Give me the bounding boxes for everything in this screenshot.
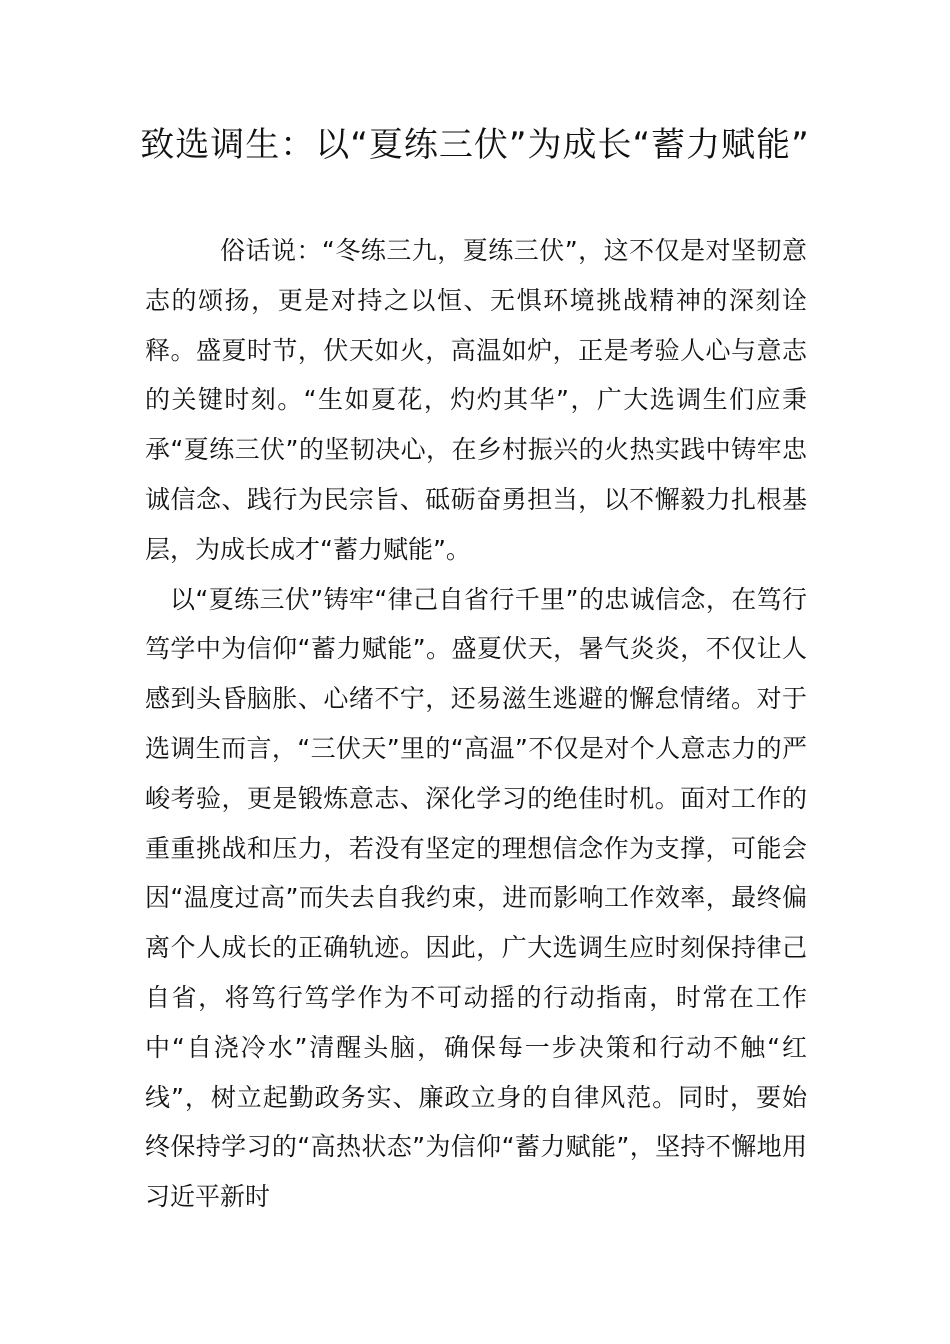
document-title: 致选调生：以“夏练三伏”为成长“蓄力赋能” (140, 125, 810, 165)
paragraph-loyalty: 以“夏练三伏”铸牢“律己自省行千里”的忠诚信念，在笃行笃学中为信仰“蓄力赋能”。盛夏伏天，暑气炎炎，不仅让人感到头昏脑胀、心绪不宁，还易滋生逃避的懈怠情绪。对于选调生而言，“三伏天”里的“高温”不仅是对个人意志力的严峻考验，更是锻炼意志、深化学习的绝佳时机。面对工作的重重挑战和压力，若没有坚定的理想信念作为支撑，可能会因“温度过高”而失去自我约束，进而影响工作效率，最终偏离个人成长的正确轨迹。因此，广大选调生应时刻保持律己自省，将笃行笃学作为不可动摇的行动指南，时常在工作中“自浇冷水”清醒头脑，确保每一步决策和行动不触“红线”，树立起勤政务实、廉政立身的自律风范。同时，要始终保持学习的“高热状态”为信仰“蓄力赋能”，坚持不懈地用习近平新时 (145, 584, 807, 1212)
paragraph-intro: 俗话说：“冬练三九，夏练三伏”，这不仅是对坚韧意志的颂扬，更是对持之以恒、无惧环境挑战精神的深刻诠释。盛夏时节，伏天如火，高温如炉，正是考验人心与意志的关键时刻。“生如夏花，灼灼其华”，广大选调生们应秉承“夏练三伏”的坚韧决心，在乡村振兴的火热实践中铸牢忠诚信念、践行为民宗旨、砥砺奋勇担当，以不懈毅力扎根基层，为成长成才“蓄力赋能”。 (145, 236, 807, 564)
document-body (145, 226, 807, 1222)
